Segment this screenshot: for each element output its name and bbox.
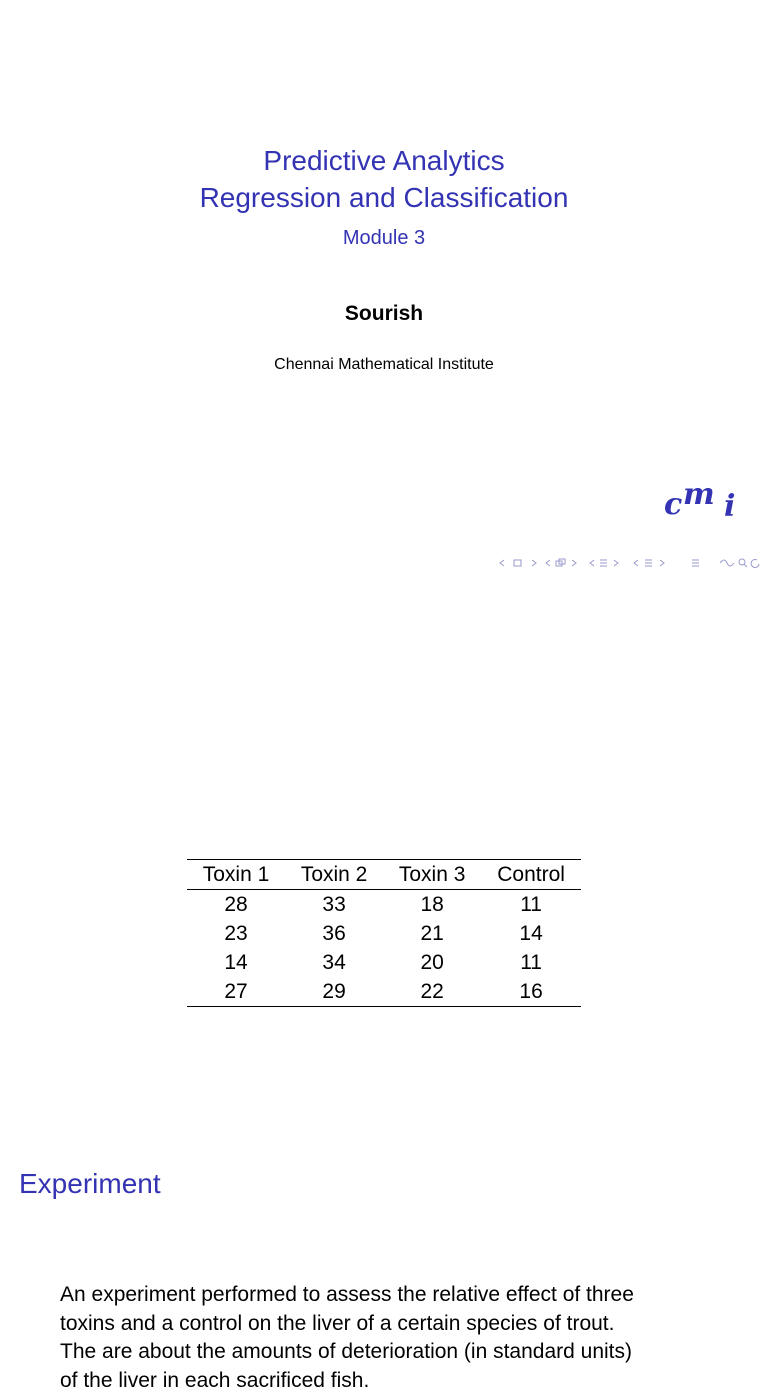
column-header-toxin-3: Toxin 3: [383, 860, 481, 890]
paragraph-line: toxins and a control on the liver of a certain species of trout.: [60, 1310, 720, 1339]
column-header-toxin-2: Toxin 2: [285, 860, 383, 890]
table-cell: 20: [383, 948, 481, 977]
table-cell: 18: [383, 890, 481, 920]
table-cell: 11: [481, 948, 581, 977]
svg-text:i: i: [724, 489, 735, 522]
author-name: Sourish: [0, 302, 768, 326]
column-header-toxin-1: Toxin 1: [187, 860, 285, 890]
table-row: [187, 919, 581, 948]
title-slide: [0, 0, 768, 578]
table-cell: 14: [187, 948, 285, 977]
frame-title: Experiment: [19, 1168, 161, 1200]
table-cell: 23: [187, 919, 285, 948]
beamer-navigation-bar[interactable]: [498, 556, 762, 570]
table-cell: 21: [383, 919, 481, 948]
paragraph-line: The are about the amounts of deterioration (in standard units): [60, 1338, 720, 1367]
table-cell: 34: [285, 948, 383, 977]
cmi-logo: [664, 478, 744, 522]
nav-section-controls[interactable]: [590, 560, 618, 566]
table-cell: 36: [285, 919, 383, 948]
table-row: [187, 890, 581, 920]
toxin-data-table: [187, 859, 581, 1007]
svg-text:m: m: [683, 478, 715, 512]
nav-search-controls[interactable]: [720, 559, 759, 567]
svg-text:c: c: [664, 487, 682, 522]
table-cell: 33: [285, 890, 383, 920]
table-cell: 27: [187, 977, 285, 1007]
nav-part-controls[interactable]: [634, 560, 664, 566]
nav-subsection-controls[interactable]: [546, 559, 576, 566]
presentation-title-line2: Regression and Classification: [0, 182, 768, 214]
table-cell: 29: [285, 977, 383, 1007]
presentation-title-line1: Predictive Analytics: [0, 145, 768, 177]
institute-name: Chennai Mathematical Institute: [0, 356, 768, 374]
table-row: [187, 977, 581, 1007]
table-header-row: [187, 860, 581, 890]
table-cell: 14: [481, 919, 581, 948]
presentation-subtitle: Module 3: [0, 227, 768, 250]
table-row: [187, 948, 581, 977]
experiment-description: [60, 1281, 720, 1395]
column-header-control: Control: [481, 860, 581, 890]
nav-document-icon[interactable]: [692, 560, 699, 566]
table-cell: 11: [481, 890, 581, 920]
table-cell: 16: [481, 977, 581, 1007]
paragraph-line: of the liver in each sacrificed fish.: [60, 1367, 720, 1395]
nav-frame-controls[interactable]: [500, 560, 536, 566]
paragraph-line: An experiment performed to assess the relative effect of three: [60, 1281, 720, 1310]
table-cell: 28: [187, 890, 285, 920]
table-cell: 22: [383, 977, 481, 1007]
